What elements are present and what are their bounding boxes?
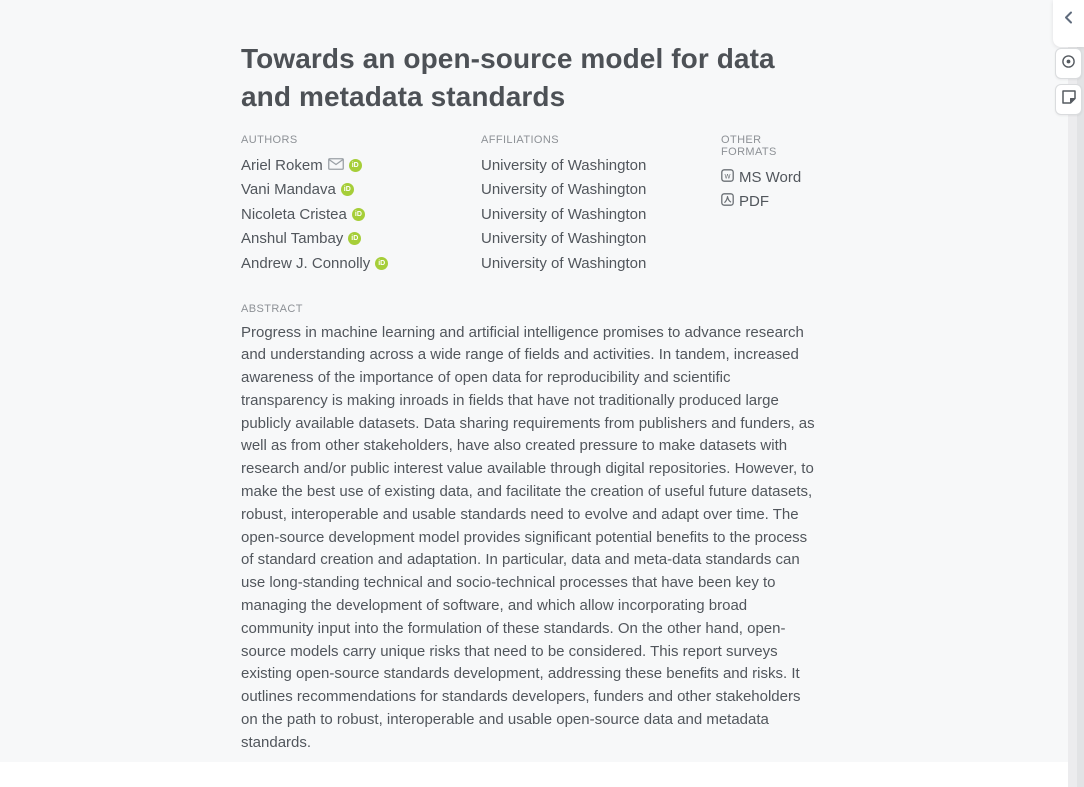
annotations-button[interactable] (1055, 84, 1082, 115)
other-formats-list (721, 165, 819, 214)
download-pdf-item[interactable] (721, 190, 819, 215)
orcid-icon[interactable]: iD (352, 208, 365, 221)
affiliation-name: University of Washington (481, 181, 647, 199)
scrollbar-track-inner[interactable] (1077, 0, 1084, 787)
affiliation-name: University of Washington (481, 205, 647, 223)
affiliation-row (481, 153, 721, 178)
author-row (241, 202, 481, 227)
affiliation-row (481, 227, 721, 252)
author-name-link[interactable]: Anshul Tambay (241, 230, 344, 248)
affiliations-column (481, 134, 721, 276)
authors-column (241, 134, 481, 276)
affiliation-row (481, 202, 721, 227)
svg-text:w: w (724, 171, 731, 181)
collapse-sidebar-button[interactable] (1053, 0, 1084, 47)
author-name-link[interactable]: Vani Mandava (241, 181, 336, 199)
eye-icon (1060, 54, 1077, 74)
ms-word-file-icon (721, 169, 734, 186)
affiliation-name: University of Washington (481, 230, 647, 248)
preview-mode-button[interactable] (1055, 48, 1082, 79)
note-icon (1061, 89, 1077, 110)
pdf-file-icon (721, 193, 734, 210)
format-label: PDF (739, 193, 769, 211)
affiliation-name: University of Washington (481, 156, 647, 174)
orcid-icon[interactable]: iD (348, 232, 361, 245)
author-name-link[interactable]: Nicoleta Cristea (241, 205, 347, 223)
article-content (241, 0, 819, 755)
abstract-text: Progress in machine learning and artificial intelligence promises to advance research and understanding across a wide range of fields and activities. In tandem, increased awareness of the importance of open data for reproducibility and scientific transparency is making inroads in fields that have not traditionally produced large publicly available datasets. Data sharing requirements from publishers and funders, as well as from other stakeholders, have also created pressure to make datasets with research and/or public interest value available through digital repositories. However, to make the best use of existing data, and facilitate the creation of useful future datasets, robust, interoperable and usable standards need to evolve and adapt over time. The open-source development model provides significant potential benefits to the process of standard creation and adaptation. In particular, data and meta-data standards can use long-standing technical and socio-technical processes that have been key to managing the development of software, and which allow incorporating broad community input into the formulation of these standards. On the other hand, open-source models carry unique risks that need to be considered. This report surveys existing open-source standards development, addressing these benefits and risks. It outlines recommendations for standards developers, funders and other stakeholders on the path to robust, interoperable and usable open-source data and metadata standards. (241, 323, 815, 751)
author-row (241, 153, 481, 178)
author-name-link[interactable]: Ariel Rokem (241, 156, 323, 174)
format-label: MS Word (739, 168, 802, 186)
abstract-label: ABSTRACT (241, 302, 303, 315)
other-formats-label: OTHER FORMATS (721, 134, 777, 158)
author-row (241, 178, 481, 203)
article-meta-row (241, 134, 819, 276)
authors-list (241, 153, 481, 276)
orcid-icon[interactable]: iD (375, 257, 388, 270)
author-row (241, 251, 481, 276)
email-envelope-icon[interactable] (328, 157, 344, 174)
affiliations-list (481, 153, 721, 276)
authors-label: AUTHORS (241, 134, 298, 146)
scrollbar-track[interactable] (1068, 0, 1084, 787)
orcid-icon[interactable]: iD (341, 183, 354, 196)
affiliation-name: University of Washington (481, 254, 647, 272)
author-name-link[interactable]: Andrew J. Connolly (241, 254, 371, 272)
download-ms-word-item[interactable] (721, 165, 819, 190)
chevron-left-icon (1064, 11, 1073, 47)
affiliations-label: AFFILIATIONS (481, 134, 559, 146)
other-formats-column (721, 134, 819, 276)
orcid-icon[interactable]: iD (349, 159, 362, 172)
abstract-section (241, 303, 819, 755)
affiliation-row (481, 251, 721, 276)
affiliation-row (481, 178, 721, 203)
author-row (241, 227, 481, 252)
page-title: Towards an open-source model for data and metadata standards (241, 43, 775, 112)
next-section-band (0, 762, 1084, 787)
